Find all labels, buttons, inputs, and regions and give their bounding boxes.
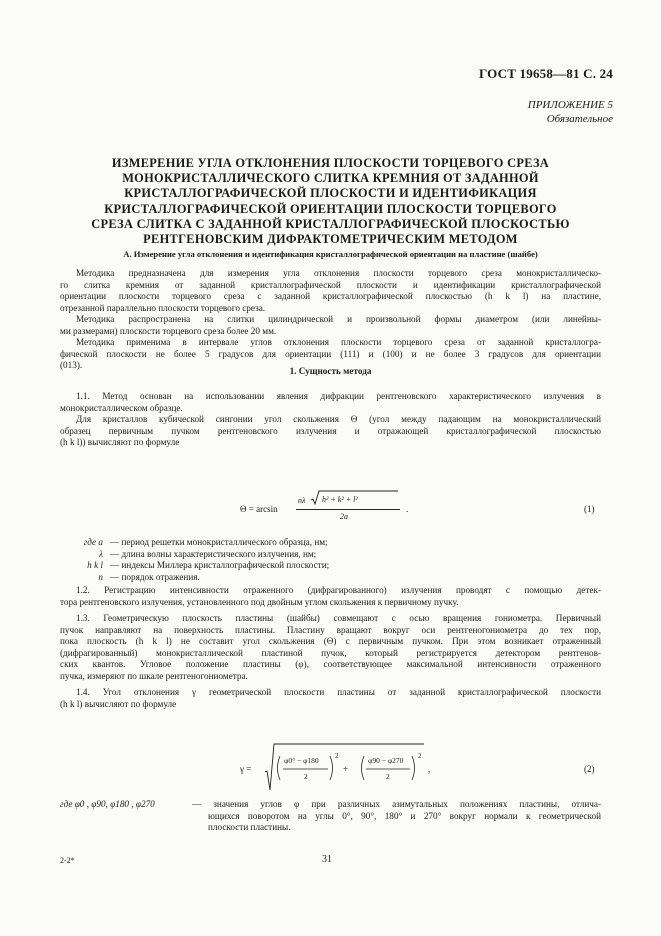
list-item xyxy=(60,549,480,561)
variable-symbol: где a xyxy=(83,537,103,547)
list-item xyxy=(60,537,480,549)
appendix-block xyxy=(528,98,613,126)
variable-symbols: где φ0 , φ90, φ180 , φ270 xyxy=(60,799,155,809)
plus-sign: + xyxy=(343,764,349,774)
variable-symbol: h k l xyxy=(87,560,103,570)
term-2-denominator: 2 xyxy=(386,772,390,781)
text-line: ориентации плоскости торцевого среза с заданной кристаллографической плоскостью (h k l) на пластине, xyxy=(60,291,601,301)
formula-1-sqrt-body: h² + k² + l² xyxy=(322,495,358,504)
text-line: (h k l) вычисляют по формуле xyxy=(60,698,177,709)
phi-180: φ180 xyxy=(303,756,319,765)
intro-paragraph-2 xyxy=(60,314,601,337)
intro-paragraph-1 xyxy=(60,268,601,314)
page-number: 31 xyxy=(322,854,332,865)
formula-1-n-lambda: nλ xyxy=(298,496,306,505)
paragraph-1-4 xyxy=(60,687,601,710)
variable-text: — период решетки монокристаллического образца, нм; xyxy=(110,537,328,547)
title-line: МОНОКРИСТАЛЛИЧЕСКОГО СЛИТКА КРЕМНИЯ ОТ ЗАДАННОЙ xyxy=(122,171,539,186)
formula-2-lhs: γ = xyxy=(240,764,252,774)
page-title xyxy=(60,156,601,247)
term-2: φ90 − φ270 xyxy=(368,756,404,765)
phi-0: φ0° xyxy=(284,756,296,765)
text-line: Методика распространена на слитки цилиндрической и произвольной формы диаметром (или линейны- xyxy=(76,314,601,324)
term-1-denominator: 2 xyxy=(304,772,308,781)
variable-symbol: λ xyxy=(99,548,103,559)
text-line: тора рентгеновского излучения, установленного под двойным углом скольжения к первичному пучку. xyxy=(60,596,459,607)
appendix-status: Обязательное xyxy=(546,113,613,125)
term-1: φ0° − φ180 xyxy=(284,756,319,765)
footer-mark: 2-2* xyxy=(60,856,75,865)
paragraph-1-1 xyxy=(60,391,601,414)
text-line: 1.1. Метод основан на использовании явления дифракции рентгеновского характеристического излучения в xyxy=(76,391,601,401)
variable-description xyxy=(192,799,601,834)
formula-2-tail: , xyxy=(428,764,431,774)
variable-text: — индексы Миллера кристаллографической плоскости; xyxy=(110,560,330,570)
square-exponent-1: 2 xyxy=(335,752,339,760)
text-line: ских квантов. Угловое положение пластины (φ), соответствующее максимальной интенсивности отраженного xyxy=(60,659,601,669)
text-line: фической плоскости не более 5 градусов для ориентации (111) и (100) и не более 3 градусов для ориентации xyxy=(60,348,601,359)
square-exponent-2: 2 xyxy=(418,752,422,760)
title-line: КРИСТАЛЛОГРАФИЧЕСКОЙ ПЛОСКОСТИ И ИДЕНТИФИКАЦИЯ xyxy=(124,186,537,201)
phi-270: φ270 xyxy=(387,756,404,765)
text-line: 1.3. Геометрическую плоскость пластины (шайбы) совмещают с осью вращения гониометра. Первичный xyxy=(76,613,601,623)
text-line: 1.4. Угол отклонения γ геометрической плоскости пластины от заданной кристаллографической плоскости xyxy=(76,687,601,697)
formula-1-denominator: 2a xyxy=(340,512,348,521)
formula-2 xyxy=(240,742,440,792)
text-line: (h k l)) вычисляют по формуле xyxy=(60,437,180,447)
formula-1 xyxy=(240,490,420,530)
text-line: Методика применима в интервале углов отклонения плоскости торцевого среза от заданной кристаллогра- xyxy=(76,337,601,347)
variable-list xyxy=(60,537,480,583)
formula-1-tail: . xyxy=(406,504,409,514)
title-line: ИЗМЕРЕНИЕ УГЛА ОТКЛОНЕНИЯ ПЛОСКОСТИ ТОРЦЕВОГО СРЕЗА xyxy=(111,156,550,170)
text-line: Для кристаллов кубической сингонии угол скольжения Θ (угол между падающим на монокристаллический xyxy=(76,414,601,424)
text-line: пучка, измеряют по шкале рентгеногониометра. xyxy=(60,670,248,681)
title-line: РЕНТГЕНОВСКИМ ДИФРАКТОМЕТРИЧЕСКИМ МЕТОДОМ xyxy=(143,232,518,247)
text-line: Методика предназначена для измерения угла отклонения плоскости торцевого среза монокристалличеcко- xyxy=(76,268,601,278)
text-line: 1.2. Регистрацию интенсивности отраженного (дифрагированного) излучения проводят с помощью детек- xyxy=(76,585,601,595)
text-line: пока плоскость (h k l) не составит угол скольжения (Θ) с первичным пучком. При этом возникает отраженный xyxy=(60,636,601,646)
text-line: монокристаллическом образце. xyxy=(60,402,183,413)
paragraph-cubic xyxy=(60,414,601,449)
text-line: (013). xyxy=(60,360,83,370)
document-reference: ГОСТ 19658—81 С. 24 xyxy=(479,66,613,81)
text-line: плоскости пластины. xyxy=(208,822,291,832)
title-line: СРЕЗА СЛИТКА С ЗАДАННОЙ КРИСТАЛЛОГРАФИЧЕСКОЙ ПЛОСКОСТЬЮ xyxy=(91,216,570,231)
text-line: — значения углов φ при различных азимутальных положениях пластины, отлича- xyxy=(192,799,601,809)
text-line: ющихся поворотом на углы 0°, 90°, 180° и 270° вокруг нормали к геометрической xyxy=(208,810,601,821)
list-item xyxy=(60,560,480,572)
title-line: КРИСТАЛЛОГРАФИЧЕСКОЙ ОРИЕНТАЦИИ ПЛОСКОСТИ ТОРЦЕВОГО xyxy=(104,201,557,216)
paragraph-1-2 xyxy=(60,585,601,608)
text-line: отрезанной параллельно плоскости торцевого среза. xyxy=(60,302,266,313)
text-line: го слитка кремния от заданной кристаллографической плоскости и идентификации кристаллографической xyxy=(60,279,601,290)
appendix-label: ПРИЛОЖЕНИЕ 5 xyxy=(527,99,613,111)
formula-2-number: (2) xyxy=(584,764,595,774)
formula-1-number: (1) xyxy=(584,504,595,514)
section-1-heading: 1. Сущность метода xyxy=(289,366,372,376)
text-line: образец первичным пучком рентгеновского излучения и отражающей кристаллографической плоскостью xyxy=(60,425,601,436)
paragraph-1-3 xyxy=(60,613,601,682)
variable-text: — порядок отражения. xyxy=(110,571,200,582)
phi-90: φ90 xyxy=(368,756,380,765)
text-line: (дифрагированный) монокристаллической пластиной пучок, который регистрируется детектором рентгенов- xyxy=(60,647,601,658)
fraction-bar xyxy=(296,509,400,510)
text-line: пучок направляют на поверхность пластины. Пластину вращают вокруг оси рентгеногониометра до тех пор, xyxy=(60,624,601,635)
list-item xyxy=(60,572,480,584)
variable-symbol: n xyxy=(98,571,103,582)
text-line: ми размерами) плоскости торцевого среза более 20 мм. xyxy=(60,325,277,336)
variable-text: — длина волны характеристического излучения, нм; xyxy=(110,548,317,559)
formula-1-lhs: Θ = arcsin xyxy=(240,504,278,514)
section-a-heading: А. Измерение угла отклонения и идентификация кристаллографической ориентации на пластине (шайбе) xyxy=(123,249,538,259)
